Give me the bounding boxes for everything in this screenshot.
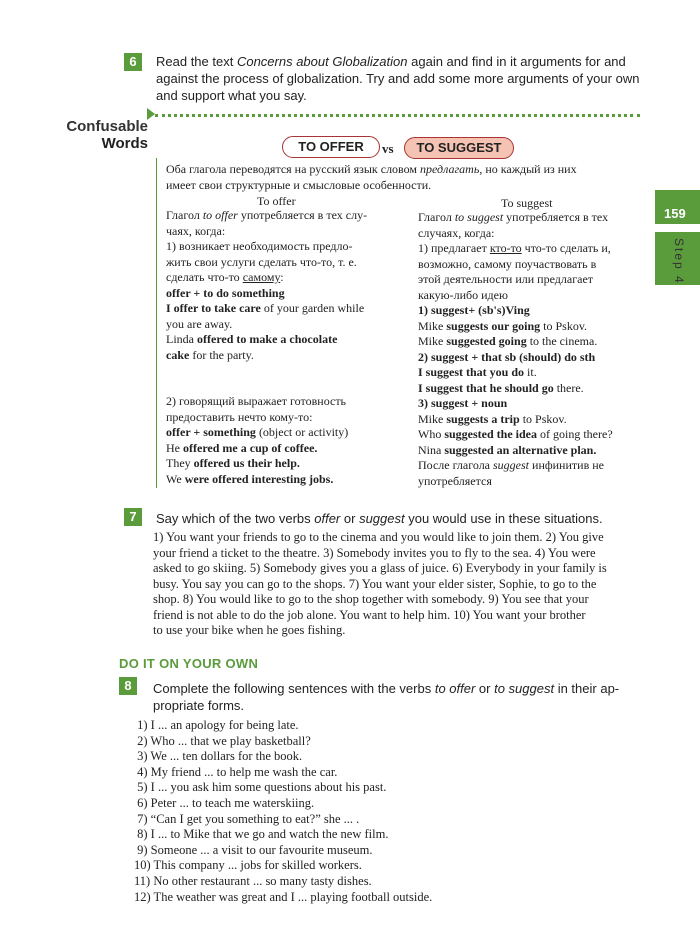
side-tab-strip <box>655 224 700 232</box>
suggest-column: Глагол to suggest употребляется в тех случаях, когда: 1) предлагает кто-то что-то сделать и, возможно, самому поучаствовать в этой деятельности или предлагает какую-либо идею 1) suggest+ (sb's)Ving Mike suggests our going to Pskov. Mike suggested going to the cinema. 2) suggest + that sb (should) do sth I suggest that you do it. I suggest that he should go there. 3) suggest + noun Mike suggests a trip to Pskov. Who suggested the idea of going there? Nina suggested an alternative plan. После глагола suggest инфинитив не употребляется <box>418 210 613 488</box>
confusable-words-heading <box>56 118 148 152</box>
task-7-situations: 1) You want your friends to go to the cinema and you would like to join them. 2) You give your friend a ticket to the theatre. 3) Somebody invites you to fly to the sea. 4) You were asked to go skiing. 5) Somebody gives you a glass of juice. 6) Everybody in your family is busy. You say you can go to the shops. 7) You want your elder sister, Sophie, to go to the shop. 8) You would like to go to the shop together with somebody. 9) You see that your friend is not able to do the job alone. You want to help him. 10) You want your brother to use your bike when he goes fishing. <box>153 530 607 637</box>
task-6-number: 6 <box>124 53 142 71</box>
offer-column-heading: To offer <box>257 194 296 208</box>
task-7-instruction: Say which of the two verbs offer or suggest you would use in these situations. <box>156 511 603 526</box>
intro-line1-italic: предлагать <box>420 162 480 176</box>
list-item: 1) I ... an apology for being late. <box>134 718 299 732</box>
task-6-text-title: Concerns about Globalization <box>236 54 408 69</box>
suggest-column-heading: To suggest <box>501 196 553 210</box>
task-8-instruction: Complete the following sentences with the verbs to offer or to suggest in their ap- propriate forms. <box>153 681 620 713</box>
list-item: 5) I ... you ask him some questions about his past. <box>134 780 387 795</box>
list-item: 6) Peter ... to teach me waterskiing. <box>134 795 315 810</box>
list-item: 10) This company ... jobs for skilled workers. <box>134 858 362 873</box>
pill-to-suggest: TO SUGGEST <box>404 137 514 159</box>
task-7-number: 7 <box>124 508 142 526</box>
separator-arrow-icon <box>147 108 155 120</box>
green-vertical-rule <box>156 158 157 488</box>
dotted-separator <box>155 114 640 117</box>
list-item: 9) Someone ... a visit to our favourite museum. <box>134 842 373 857</box>
list-item: 11) No other restaurant ... so many tasty dishes. <box>134 873 372 888</box>
pill-vs: vs <box>382 141 394 156</box>
list-item: 4) My friend ... to help me wash the car. <box>134 764 338 779</box>
step-label: Step 4 <box>672 238 686 285</box>
list-item: 3) We ... ten dollars for the book. <box>134 749 303 764</box>
intro-line1-a: Оба глагола переводятся на русский язык словом <box>166 162 421 176</box>
offer-column: Глагол to offer употребляется в тех слу- чаях, когда: 1) возникает необходимость предло- жить свои услуги сделать что-то, т. е. сделать что-то самому: offer + to do something I offer to take care of your garden while you are away. Linda offered to make a chocolate cake for the party. 2) говорящий выражает готовность предоставить нечто кому-то: offer + something (object or activity) He offered me a cup of coffee. They offered us their help. We were offered interesting jobs. <box>166 208 368 486</box>
intro-text <box>166 161 636 193</box>
confusable-line2: Words <box>101 135 148 152</box>
task-8-number: 8 <box>119 677 137 695</box>
list-item: 2) Who ... that we play basketball? <box>134 733 311 748</box>
task-8-sentence-list <box>134 718 432 905</box>
task-6-text-b: again and find in it arguments for and against the process of globalization. Try and add some more arguments of your own and support what you say. <box>156 54 640 103</box>
list-item: 8) I ... to Mike that we go and watch the new film. <box>134 827 389 842</box>
list-item: 12) The weather was great and I ... playing football outside. <box>134 889 433 904</box>
task-6-instruction <box>156 53 646 104</box>
page-number: 159 <box>664 206 686 221</box>
task-6-text-a: Read the text <box>156 54 237 69</box>
list-item: 7) “Can I get you something to eat?” she ... . <box>134 811 360 826</box>
intro-line1-b: , но каждый из них <box>479 162 577 176</box>
intro-line2: имеет свои структурные и смысловые особенности. <box>166 178 432 192</box>
pill-to-offer: TO OFFER <box>282 136 380 158</box>
confusable-line1: Confusable <box>66 118 148 135</box>
do-it-on-your-own-heading: DO IT ON YOUR OWN <box>119 656 259 671</box>
